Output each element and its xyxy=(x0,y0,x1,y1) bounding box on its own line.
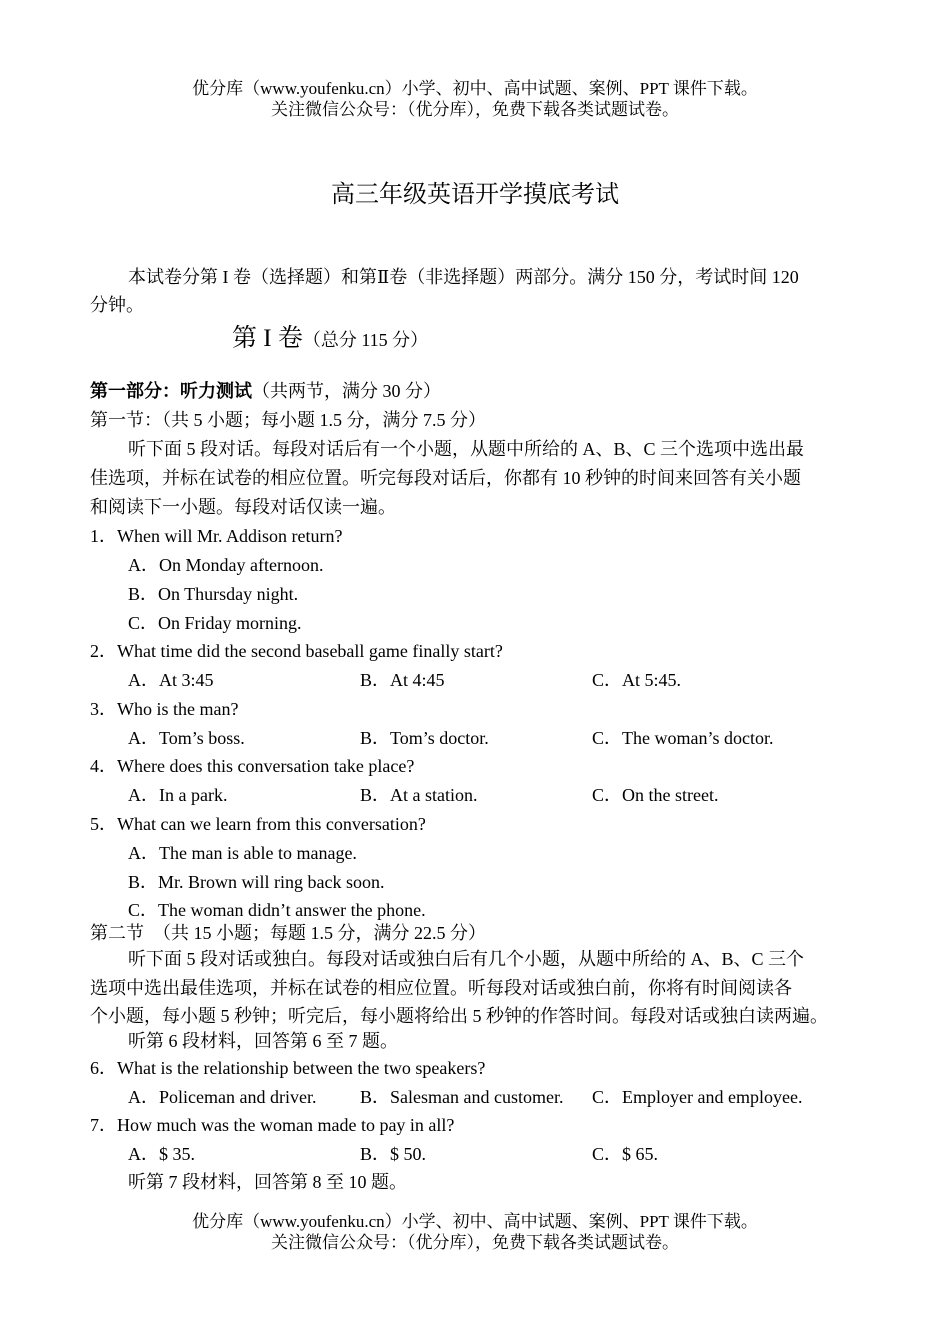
intro-line-2: 分钟。 xyxy=(90,295,144,315)
question-4-option-c: C．On the street. xyxy=(592,785,719,805)
material-7-note: 听第 7 段材料，回答第 8 至 10 题。 xyxy=(128,1172,407,1192)
page-title: 高三年级英语开学摸底考试 xyxy=(331,182,619,208)
question-7-option-c: C．$ 65. xyxy=(592,1144,659,1164)
question-2-option-c: C．At 5:45. xyxy=(592,670,682,690)
question-5: 5．What can we learn from this conversation? xyxy=(90,814,426,834)
volume-heading xyxy=(232,318,428,354)
section2-instr-line: 个小题，每小题 5 秒钟；听完后，每小题将给出 5 秒钟的作答时间。每段对话或独白读两遍。 xyxy=(90,1006,828,1026)
section1-instr-line: 佳选项，并标在试卷的相应位置。听完每段对话后，你都有 10 秒钟的时间来回答有关小题 xyxy=(90,468,801,488)
question-1: 1．When will Mr. Addison return? xyxy=(90,526,343,546)
question-3-option-b: B．Tom’s doctor. xyxy=(360,728,489,748)
question-4-option-b: B．At a station. xyxy=(360,785,478,805)
question-2-option-a: A．At 3:45 xyxy=(128,670,214,690)
question-6: 6．What is the relationship between the two speakers? xyxy=(90,1058,486,1078)
question-1-option-b: B．On Thursday night. xyxy=(128,584,299,604)
question-5-option-c: C．The woman didn’t answer the phone. xyxy=(128,900,426,920)
section2-instr-line: 选项中选出最佳选项，并标在试卷的相应位置。听每段对话或独白前，你将有时间阅读各 xyxy=(90,978,792,998)
header-line-1: 优分库（www.youfenku.cn）小学、初中、高中试题、案例、PPT 课件下载。 xyxy=(192,79,758,98)
header-line-2: 关注微信公众号：（优分库），免费下载各类试题试卷。 xyxy=(271,100,679,119)
question-3-option-c: C．The woman’s doctor. xyxy=(592,728,774,748)
volume-score: （总分 115 分） xyxy=(302,330,429,350)
section2-title: 第二节 （共 15 小题；每题 1.5 分，满分 22.5 分） xyxy=(90,923,486,943)
footer-line-1: 优分库（www.youfenku.cn）小学、初中、高中试题、案例、PPT 课件下载。 xyxy=(192,1212,758,1231)
question-3: 3．Who is the man? xyxy=(90,699,239,719)
part1-title-bold: 第一部分：听力测试 xyxy=(90,381,252,401)
question-2-option-b: B．At 4:45 xyxy=(360,670,445,690)
question-7-option-b: B．$ 50. xyxy=(360,1144,427,1164)
question-6-option-b: B．Salesman and customer. xyxy=(360,1087,564,1107)
question-5-option-a: A．The man is able to manage. xyxy=(128,843,357,863)
section2-instr-line: 听下面 5 段对话或独白。每段对话或独白后有几个小题，从题中所给的 A、B、C 三个 xyxy=(128,949,805,969)
question-5-option-b: B．Mr. Brown will ring back soon. xyxy=(128,872,385,892)
question-7: 7．How much was the woman made to pay in all? xyxy=(90,1115,455,1135)
section1-instr-line: 听下面 5 段对话。每段对话后有一个小题，从题中所给的 A、B、C 三个选项中选出最 xyxy=(128,439,805,459)
question-4: 4．Where does this conversation take place? xyxy=(90,756,415,776)
question-7-option-a: A．$ 35. xyxy=(128,1144,195,1164)
question-2: 2．What time did the second baseball game finally start? xyxy=(90,641,503,661)
question-3-option-a: A．Tom’s boss. xyxy=(128,728,245,748)
part1-title-rest: （共两节，满分 30 分） xyxy=(252,381,441,401)
footer-line-2: 关注微信公众号：（优分库），免费下载各类试题试卷。 xyxy=(271,1233,679,1252)
question-6-option-a: A．Policeman and driver. xyxy=(128,1087,317,1107)
question-1-option-c: C．On Friday morning. xyxy=(128,613,302,633)
intro-line-1: 本试卷分第 I 卷（选择题）和第Ⅱ卷（非选择题）两部分。满分 150 分，考试时间 120 xyxy=(128,267,799,287)
material-6-note: 听第 6 段材料，回答第 6 至 7 题。 xyxy=(128,1031,398,1051)
question-1-option-a: A．On Monday afternoon. xyxy=(128,555,324,575)
question-6-option-c: C．Employer and employee. xyxy=(592,1087,803,1107)
question-4-option-a: A．In a park. xyxy=(128,785,228,805)
volume-label: 第 I 卷 xyxy=(232,325,303,352)
section1-title: 第一节：（共 5 小题；每小题 1.5 分，满分 7.5 分） xyxy=(90,410,486,430)
section1-instr-line: 和阅读下一小题。每段对话仅读一遍。 xyxy=(90,497,396,517)
part1-heading xyxy=(90,380,441,402)
